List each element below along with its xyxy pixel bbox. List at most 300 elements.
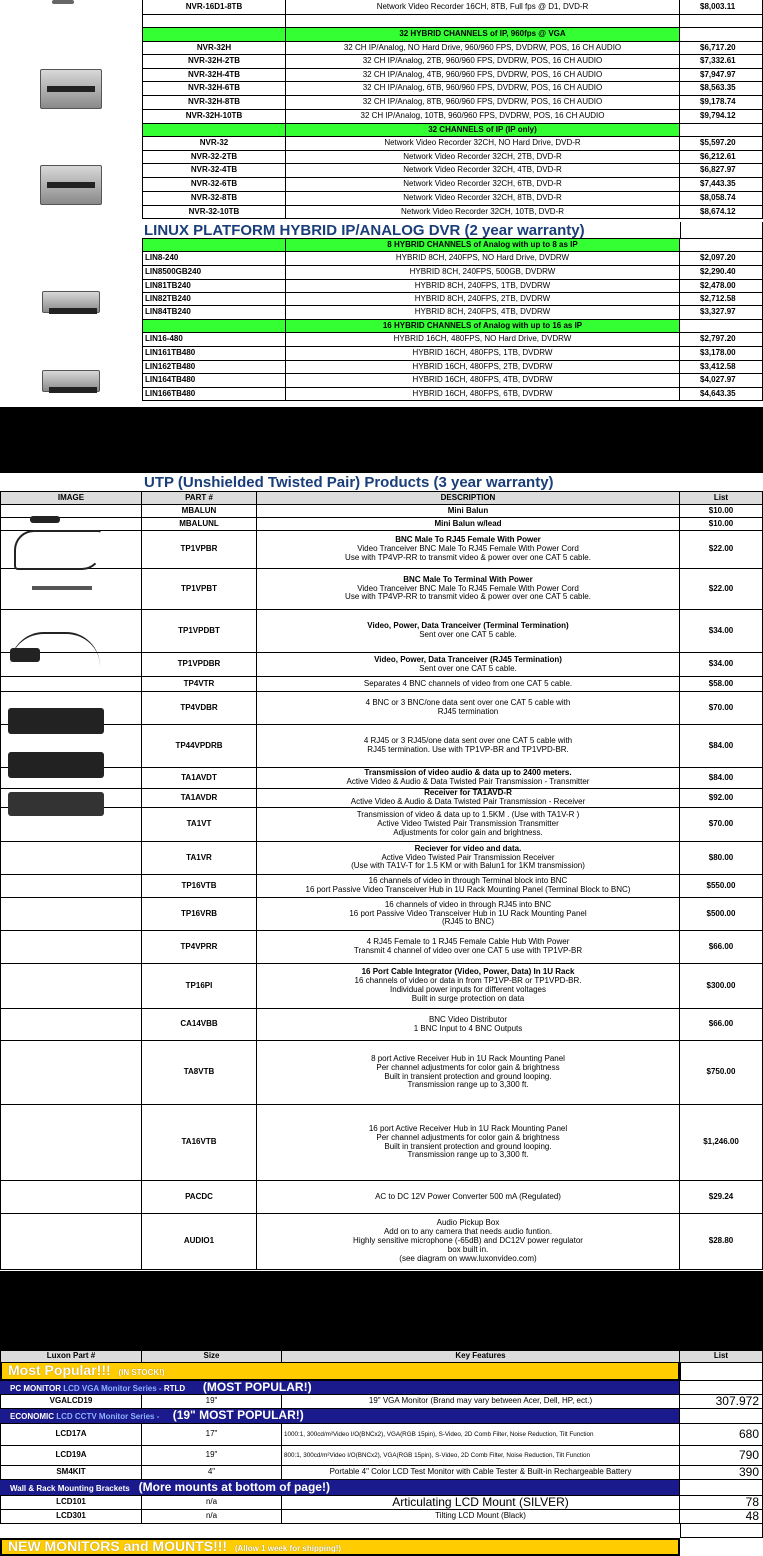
utp-description-line: Sent over one CAT 5 cable. — [419, 663, 517, 673]
utp-part: TA1VT — [142, 808, 257, 842]
utp-part: TP16PI — [142, 964, 257, 1009]
utp-description — [257, 808, 680, 842]
nvr-image-cell — [0, 206, 142, 219]
linux-description: HYBRID 8CH, 240FPS, 1TB, DVDRW — [286, 280, 680, 293]
utp-image-cell — [0, 1105, 142, 1181]
linux-part: LIN81TB240 — [142, 280, 286, 293]
pc-monitor-banner: PC MONITOR LCD VGA Monitor Series - RTLD (MOST POPULAR!) — [0, 1381, 680, 1395]
nvr-price: $7,947.97 — [680, 69, 763, 82]
linux-price: $2,097.20 — [680, 252, 763, 266]
utp-row — [0, 725, 763, 768]
utp-description-line: Transmission of video audio & data up to 2400 meters. — [364, 768, 572, 778]
nvr-part: NVR-32-6TB — [142, 178, 286, 192]
pc-monitor-row — [0, 1381, 763, 1395]
utp-price: $750.00 — [680, 1041, 763, 1105]
product-image-tp1vpbt — [32, 586, 92, 590]
utp-description-line: 16 port Passive Video Transceiver Hub in 1U Rack Mounting Panel (Terminal Block to BNC) — [305, 885, 631, 894]
utp-description — [257, 898, 680, 931]
nvr-price: $8,058.74 — [680, 192, 763, 206]
nvr-part: NVR-32 — [142, 137, 286, 151]
utp-description-line: Active Video & Audio & Data Twisted Pair Transmission - Receiver — [350, 797, 586, 806]
utp-header-image: IMAGE — [0, 492, 142, 505]
lcd-price: 48 — [680, 1510, 763, 1524]
nvr-row — [0, 110, 763, 124]
utp-description — [257, 1105, 680, 1181]
most-popular-banner: Most Popular!!! (IN STOCK!) — [0, 1363, 680, 1381]
linux-part: LIN161TB480 — [142, 347, 286, 361]
linux-heading-row — [0, 222, 763, 239]
nvr-image-cell — [0, 28, 142, 42]
nvr-description: 32 CH IP/Analog, 4TB, 960/960 FPS, DVDRW, POS, 16 CH AUDIO — [286, 69, 680, 82]
lcd-part: SM4KIT — [0, 1466, 142, 1480]
nvr-description: 32 CH IP/Analog, 10TB, 960/960 FPS, DVDRW, POS, 16 CH AUDIO — [286, 110, 680, 124]
utp-description-line: Active Video Twisted Pair Transmission Receiver — [381, 852, 555, 862]
utp-price: $84.00 — [680, 768, 763, 789]
utp-price: $1,246.00 — [680, 1105, 763, 1181]
utp-price: $66.00 — [680, 931, 763, 964]
linux-image-cell — [0, 239, 142, 252]
nvr-part: NVR-32H-6TB — [142, 82, 286, 96]
lcd-row-lcd19a — [0, 1446, 763, 1466]
nvr-row — [0, 15, 763, 28]
linux-row — [0, 361, 763, 374]
utp-description — [257, 1009, 680, 1041]
utp-row — [0, 789, 763, 808]
lcd-part: VGALCD19 — [0, 1395, 142, 1409]
nvr-row — [0, 42, 763, 55]
utp-description-line: 1 BNC Input to 4 BNC Outputs — [413, 1023, 523, 1033]
nvr-row — [0, 28, 763, 42]
utp-part: PACDC — [142, 1181, 257, 1214]
nvr-image-cell — [0, 69, 142, 82]
linux-row — [0, 374, 763, 388]
utp-header-list: List — [680, 492, 763, 505]
utp-description-line: 16 port Active Receiver Hub in 1U Rack Mounting Panel — [368, 1123, 568, 1133]
utp-part: MBALUNL — [142, 518, 257, 531]
linux-part — [142, 320, 286, 333]
nvr-image-cell — [0, 164, 142, 178]
utp-row — [0, 842, 763, 875]
linux-row — [0, 320, 763, 333]
utp-row — [0, 1009, 763, 1041]
lcd-size: 17" — [142, 1424, 282, 1446]
utp-part: TP16VRB — [142, 898, 257, 931]
linux-row — [0, 266, 763, 280]
linux-price — [680, 320, 763, 333]
linux-description: HYBRID 8CH, 240FPS, 500GB, DVDRW — [286, 266, 680, 280]
linux-heading: LINUX PLATFORM HYBRID IP/ANALOG DVR (2 year warranty) — [142, 222, 680, 239]
nvr-section-banner: 32 HYBRID CHANNELS of IP, 960fps @ VGA — [286, 28, 680, 42]
wall-rack-banner: Wall & Rack Mounting Brackets (More mounts at bottom of page!) — [0, 1480, 680, 1496]
lcd-price: 307.972 — [680, 1395, 763, 1409]
utp-row — [0, 677, 763, 692]
linux-description: HYBRID 16CH, 480FPS, 2TB, DVDRW — [286, 361, 680, 374]
linux-price: $4,027.97 — [680, 374, 763, 388]
utp-row — [0, 768, 763, 789]
utp-description — [257, 768, 680, 789]
utp-price: $10.00 — [680, 518, 763, 531]
utp-description — [257, 569, 680, 610]
utp-image-cell — [0, 898, 142, 931]
lcd-row-sm4kit — [0, 1466, 763, 1480]
product-image-ta1avd — [8, 792, 104, 816]
utp-row — [0, 1181, 763, 1214]
utp-price: $29.24 — [680, 1181, 763, 1214]
linux-row — [0, 306, 763, 320]
utp-part: TA1AVDR — [142, 789, 257, 808]
utp-image-cell — [0, 1181, 142, 1214]
nvr-image-cell — [0, 96, 142, 110]
linux-price — [680, 239, 763, 252]
lcd-header-features: Key Features — [282, 1351, 680, 1363]
nvr-description: 32 CH IP/Analog, 8TB, 960/960 FPS, DVDRW, POS, 16 CH AUDIO — [286, 96, 680, 110]
utp-image-cell — [0, 1214, 142, 1270]
nvr-price — [680, 15, 763, 28]
utp-row — [0, 1105, 763, 1181]
nvr-description: Network Video Recorder 32CH, 6TB, DVD-R — [286, 178, 680, 192]
nvr-image-cell — [0, 192, 142, 206]
nvr-description: Network Video Recorder 32CH, 10TB, DVD-R — [286, 206, 680, 219]
nvr-price: $6,212.61 — [680, 151, 763, 164]
utp-heading: UTP (Unshielded Twisted Pair) Products (3 year warranty) — [144, 474, 554, 491]
linux-image-cell — [0, 266, 142, 280]
nvr-part: NVR-32H-8TB — [142, 96, 286, 110]
utp-part: CA14VBB — [142, 1009, 257, 1041]
linux-part: LIN166TB480 — [142, 388, 286, 401]
linux-row — [0, 280, 763, 293]
utp-description — [257, 505, 680, 518]
linux-description: HYBRID 16CH, 480FPS, 6TB, DVDRW — [286, 388, 680, 401]
nvr-part: NVR-32-8TB — [142, 192, 286, 206]
linux-image-cell — [0, 347, 142, 361]
linux-image-cell — [0, 374, 142, 388]
utp-description-line: Built in transient protection and ground looping. — [384, 1141, 552, 1151]
utp-part: TA16VTB — [142, 1105, 257, 1181]
utp-description-line: 16 channels of video in through Terminal block into BNC — [368, 876, 568, 886]
utp-part: MBALUN — [142, 505, 257, 518]
nvr-part: NVR-32-4TB — [142, 164, 286, 178]
utp-price: $58.00 — [680, 677, 763, 692]
linux-description: HYBRID 16CH, 480FPS, 1TB, DVDRW — [286, 347, 680, 361]
utp-price: $500.00 — [680, 898, 763, 931]
linux-part: LIN164TB480 — [142, 374, 286, 388]
nvr-price — [680, 28, 763, 42]
utp-row — [0, 875, 763, 898]
lcd-part: LCD101 — [0, 1496, 142, 1510]
lcd-header-part: Luxon Part # — [0, 1351, 142, 1363]
utp-heading-row — [0, 474, 763, 491]
linux-price: $2,712.58 — [680, 293, 763, 306]
lcd-features: Portable 4" Color LCD Test Monitor with Cable Tester & Built-in Rechargeable Battery — [282, 1466, 680, 1480]
utp-part: TP1VPDBR — [142, 653, 257, 677]
utp-part: TA1VR — [142, 842, 257, 875]
linux-part: LIN82TB240 — [142, 293, 286, 306]
utp-part: AUDIO1 — [142, 1214, 257, 1270]
utp-image-cell — [0, 875, 142, 898]
lcd-price: 680 — [680, 1424, 763, 1446]
nvr-description: Network Video Recorder 32CH, 4TB, DVD-R — [286, 164, 680, 178]
nvr-section-banner: 32 CHANNELS of IP (IP only) — [286, 124, 680, 137]
nvr-row — [0, 151, 763, 164]
utp-description-line: Active Video Twisted Pair Transmission Transmitter — [377, 819, 559, 829]
utp-description-line: Per channel adjustments for color gain & brightness — [376, 1132, 560, 1142]
utp-description-line: (RJ45 to BNC) — [441, 917, 494, 927]
nvr-row — [0, 192, 763, 206]
utp-description-line: Receiver for TA1AVD-R — [424, 789, 512, 798]
economic-banner: ECONOMIC LCD CCTV Monitor Series - (19" MOST POPULAR!) — [0, 1409, 680, 1424]
lcd-price: 78 — [680, 1496, 763, 1510]
linux-row — [0, 239, 763, 252]
utp-row — [0, 505, 763, 518]
utp-description-line: 16 channels of video or data in from TP1VP-BR or TP1VPD-BR. — [354, 976, 582, 986]
utp-description-line: Highly sensitive microphone (-65dB) and DC12V power regulator — [353, 1236, 583, 1246]
utp-description — [257, 725, 680, 768]
nvr-row — [0, 178, 763, 192]
linux-row — [0, 388, 763, 401]
utp-row — [0, 569, 763, 610]
utp-description-line: Built in surge protection on data — [411, 993, 525, 1003]
linux-description: HYBRID 16CH, 480FPS, NO Hard Drive, DVDRW — [286, 333, 680, 347]
nvr-price: $8,674.12 — [680, 206, 763, 219]
lcd-features: 800:1, 300cd/m²Video I/O(BNCx2), VGA(RGB 15pin), S-Video, 2D Comb Filter, Noise Reduction, Tilt Function — [282, 1446, 680, 1466]
utp-row — [0, 1041, 763, 1105]
linux-image-cell — [0, 388, 142, 401]
nvr-image-cell — [0, 82, 142, 96]
nvr-price: $8,003.11 — [680, 0, 763, 15]
utp-price: $84.00 — [680, 725, 763, 768]
utp-part: TP16VTB — [142, 875, 257, 898]
utp-description-line: BNC Male To Terminal With Power — [403, 574, 533, 584]
linux-row — [0, 347, 763, 361]
utp-description-line: 16 port Passive Video Transceiver Hub in 1U Rack Mounting Panel — [349, 908, 587, 918]
utp-price: $28.80 — [680, 1214, 763, 1270]
nvr-image-cell — [0, 137, 142, 151]
utp-description-line: Use with TP4VP-RR to transmit video & power over one CAT 5 cable. — [345, 592, 591, 602]
utp-description — [257, 610, 680, 653]
utp-description-line: RJ45 termination. Use with TP1VP-BR and TP1VPD-BR. — [367, 745, 569, 754]
linux-image-cell — [0, 333, 142, 347]
utp-description-line: Video, Power, Data Tranceiver (Terminal Termination) — [367, 621, 569, 631]
nvr-image-cell — [0, 0, 142, 15]
linux-price: $3,327.97 — [680, 306, 763, 320]
utp-row — [0, 692, 763, 725]
lcd-size: 4" — [142, 1466, 282, 1480]
utp-description-line: Audio Pickup Box — [436, 1218, 500, 1228]
utp-description-line: 8 port Active Receiver Hub in 1U Rack Mounting Panel — [371, 1053, 565, 1063]
utp-price: $550.00 — [680, 875, 763, 898]
utp-part: TP1VPBT — [142, 569, 257, 610]
utp-image-cell — [0, 505, 142, 518]
linux-row — [0, 333, 763, 347]
utp-image-cell — [0, 964, 142, 1009]
nvr-part: NVR-32H-4TB — [142, 69, 286, 82]
utp-description — [257, 531, 680, 569]
utp-part: TP1VPDBT — [142, 610, 257, 653]
utp-part: TP1VPBR — [142, 531, 257, 569]
utp-description — [257, 653, 680, 677]
lcd-header-row — [0, 1350, 763, 1363]
linux-price: $2,290.40 — [680, 266, 763, 280]
utp-price: $34.00 — [680, 610, 763, 653]
lcd-features: Articulating LCD Mount (SILVER) — [282, 1496, 680, 1510]
utp-description-line: Active Video & Audio & Data Twisted Pair Transmission - Transmitter — [346, 777, 590, 786]
nvr-row — [0, 96, 763, 110]
utp-description — [257, 1041, 680, 1105]
utp-price: $300.00 — [680, 964, 763, 1009]
utp-header-row — [0, 491, 763, 505]
utp-description-line: 4 RJ45 Female to 1 RJ45 Female Cable Hub With Power — [366, 937, 570, 947]
utp-description-line: Mini Balun w/lead — [434, 518, 502, 528]
utp-description-line: 16 Port Cable Integrator (Video, Power, Data) In 1U Rack — [361, 967, 575, 977]
utp-part: TA1AVDT — [142, 768, 257, 789]
utp-part: TP4VPRR — [142, 931, 257, 964]
linux-price: $2,797.20 — [680, 333, 763, 347]
lcd-size: 19" — [142, 1446, 282, 1466]
nvr-description — [286, 15, 680, 28]
lcd-header-list: List — [680, 1351, 763, 1363]
utp-description-line: Transmit 4 channel of video over one CAT 5 use with TP1VP-BR — [353, 946, 583, 955]
lcd-row-lcd101 — [0, 1496, 763, 1510]
utp-description-line: Separates 4 BNC channels of video from one CAT 5 cable. — [363, 678, 573, 688]
lcd-row-vgalcd19 — [0, 1395, 763, 1409]
most-popular-row — [0, 1363, 763, 1381]
utp-price: $80.00 — [680, 842, 763, 875]
utp-image-cell — [0, 1041, 142, 1105]
new-monitors-banner: NEW MONITORS and MOUNTS!!! (Allow 1 week for shipping!) — [0, 1538, 680, 1556]
utp-description-line: RJ45 termination — [437, 707, 499, 716]
utp-description-line: Transmission of video & data up to 1.5KM . (Use with TA1V-R ) — [356, 810, 580, 820]
lcd-size: n/a — [142, 1510, 282, 1524]
utp-description-line: Per channel adjustments for color gain & brightness — [376, 1062, 560, 1072]
nvr-description: Network Video Recorder 32CH, NO Hard Drive, DVD-R — [286, 137, 680, 151]
utp-description-line: (Use with TA1V-T for 1.5 KM or with Balun1 for 1KM transmission) — [351, 861, 585, 871]
utp-description-line: Transmission range up to 3,300 ft. — [407, 1150, 529, 1160]
utp-description — [257, 1181, 680, 1214]
utp-row — [0, 1214, 763, 1270]
lcd-row-lcd301 — [0, 1510, 763, 1524]
nvr-row — [0, 206, 763, 219]
linux-section-banner: 16 HYBRID CHANNELS of Analog with up to 16 as IP — [286, 320, 680, 333]
utp-image-cell — [0, 931, 142, 964]
product-image-mini-balun — [30, 516, 60, 523]
nvr-price: $7,332.61 — [680, 55, 763, 69]
new-monitors-row — [0, 1538, 763, 1556]
utp-description — [257, 842, 680, 875]
nvr-part: NVR-32H-10TB — [142, 110, 286, 124]
linux-part: LIN16-480 — [142, 333, 286, 347]
utp-description-line: Add on to any camera that needs audio funtion. — [383, 1227, 553, 1237]
linux-row — [0, 252, 763, 266]
utp-price: $22.00 — [680, 569, 763, 610]
nvr-part — [142, 15, 286, 28]
utp-description-line: Transmission range up to 3,300 ft. — [407, 1080, 529, 1090]
utp-description — [257, 692, 680, 725]
utp-part: TP4VTR — [142, 677, 257, 692]
nvr-part: NVR-32H-2TB — [142, 55, 286, 69]
linux-price: $3,412.58 — [680, 361, 763, 374]
nvr-image-cell — [0, 42, 142, 55]
nvr-part — [142, 28, 286, 42]
lcd-features: Tilting LCD Mount (Black) — [282, 1510, 680, 1524]
nvr-row — [0, 82, 763, 96]
lcd-price: 390 — [680, 1466, 763, 1480]
utp-row — [0, 518, 763, 531]
nvr-price: $6,717.20 — [680, 42, 763, 55]
utp-row — [0, 808, 763, 842]
linux-image-cell — [0, 306, 142, 320]
utp-row — [0, 964, 763, 1009]
utp-description-line: 16 channels of video in through RJ45 into BNC — [384, 899, 552, 909]
nvr-part — [142, 124, 286, 137]
utp-description-line: Video Tranceiver BNC Male To RJ45 Female With Power Cord — [357, 583, 579, 593]
utp-description-line: Sent over one CAT 5 cable. — [419, 630, 517, 639]
linux-image-cell — [0, 293, 142, 306]
nvr-image-cell — [0, 178, 142, 192]
product-image-tp1vpbr — [14, 530, 102, 570]
utp-description-line: Individual power inputs for different voltages — [390, 985, 546, 994]
utp-row — [0, 653, 763, 677]
utp-description-line: Built in transient protection and ground looping. — [384, 1071, 552, 1081]
nvr-price: $7,443.35 — [680, 178, 763, 192]
linux-section-banner: 8 HYBRID CHANNELS of Analog with up to 8 as IP — [286, 239, 680, 252]
nvr-price — [680, 124, 763, 137]
utp-description — [257, 677, 680, 692]
utp-price: $70.00 — [680, 808, 763, 842]
product-image-tp4vdbr — [8, 708, 104, 734]
utp-description-line: box built in. — [447, 1244, 489, 1254]
product-image-tp44vpdrb — [8, 752, 104, 778]
nvr-image-cell — [0, 110, 142, 124]
linux-price: $2,478.00 — [680, 280, 763, 293]
utp-description-line: 4 RJ45 or 3 RJ45/one data sent over one CAT 5 cable with — [363, 736, 573, 746]
linux-image-cell — [0, 280, 142, 293]
nvr-description: Network Video Recorder 16CH, 8TB, Full fps @ D1, DVD-R — [286, 0, 680, 15]
linux-part — [142, 239, 286, 252]
empty-row — [0, 1524, 763, 1538]
lcd-size: n/a — [142, 1496, 282, 1510]
utp-description-line: (see diagram on www.luxonvideo.com) — [399, 1253, 537, 1263]
nvr-description: 32 CH IP/Analog, NO Hard Drive, 960/960 FPS, DVDRW, POS, 16 CH AUDIO — [286, 42, 680, 55]
lcd-features: 1000:1, 300cd/m²Video I/O(BNCx2), VGA(RGB 15pin), S-Video, 2D Comb Filter, Noise Reduction, Tilt Function — [282, 1424, 680, 1446]
lcd-part: LCD301 — [0, 1510, 142, 1524]
utp-price: $66.00 — [680, 1009, 763, 1041]
utp-description — [257, 931, 680, 964]
lcd-part: LCD19A — [0, 1446, 142, 1466]
nvr-row — [0, 55, 763, 69]
utp-row — [0, 931, 763, 964]
nvr-description: Network Video Recorder 32CH, 2TB, DVD-R — [286, 151, 680, 164]
nvr-price: $9,794.12 — [680, 110, 763, 124]
nvr-row — [0, 124, 763, 137]
utp-part: TP44VPDRB — [142, 725, 257, 768]
utp-part: TP4VDBR — [142, 692, 257, 725]
lcd-header-size: Size — [142, 1351, 282, 1363]
utp-description-line: 4 BNC or 3 BNC/one data sent over one CAT 5 cable with — [365, 698, 571, 708]
nvr-description: 32 CH IP/Analog, 6TB, 960/960 FPS, DVDRW, POS, 16 CH AUDIO — [286, 82, 680, 96]
nvr-part: NVR-32H — [142, 42, 286, 55]
utp-row — [0, 531, 763, 569]
nvr-part: NVR-32-2TB — [142, 151, 286, 164]
nvr-price: $8,563.35 — [680, 82, 763, 96]
utp-description-line: Mini Balun — [447, 505, 489, 515]
utp-header-part: PART # — [142, 492, 257, 505]
utp-image-cell — [0, 677, 142, 692]
nvr-row — [0, 164, 763, 178]
linux-description: HYBRID 8CH, 240FPS, NO Hard Drive, DVDRW — [286, 252, 680, 266]
nvr-image-cell — [0, 55, 142, 69]
utp-description-line: Use with TP4VP-RR to transmit video & power over one CAT 5 cable. — [345, 552, 591, 562]
utp-price: $34.00 — [680, 653, 763, 677]
